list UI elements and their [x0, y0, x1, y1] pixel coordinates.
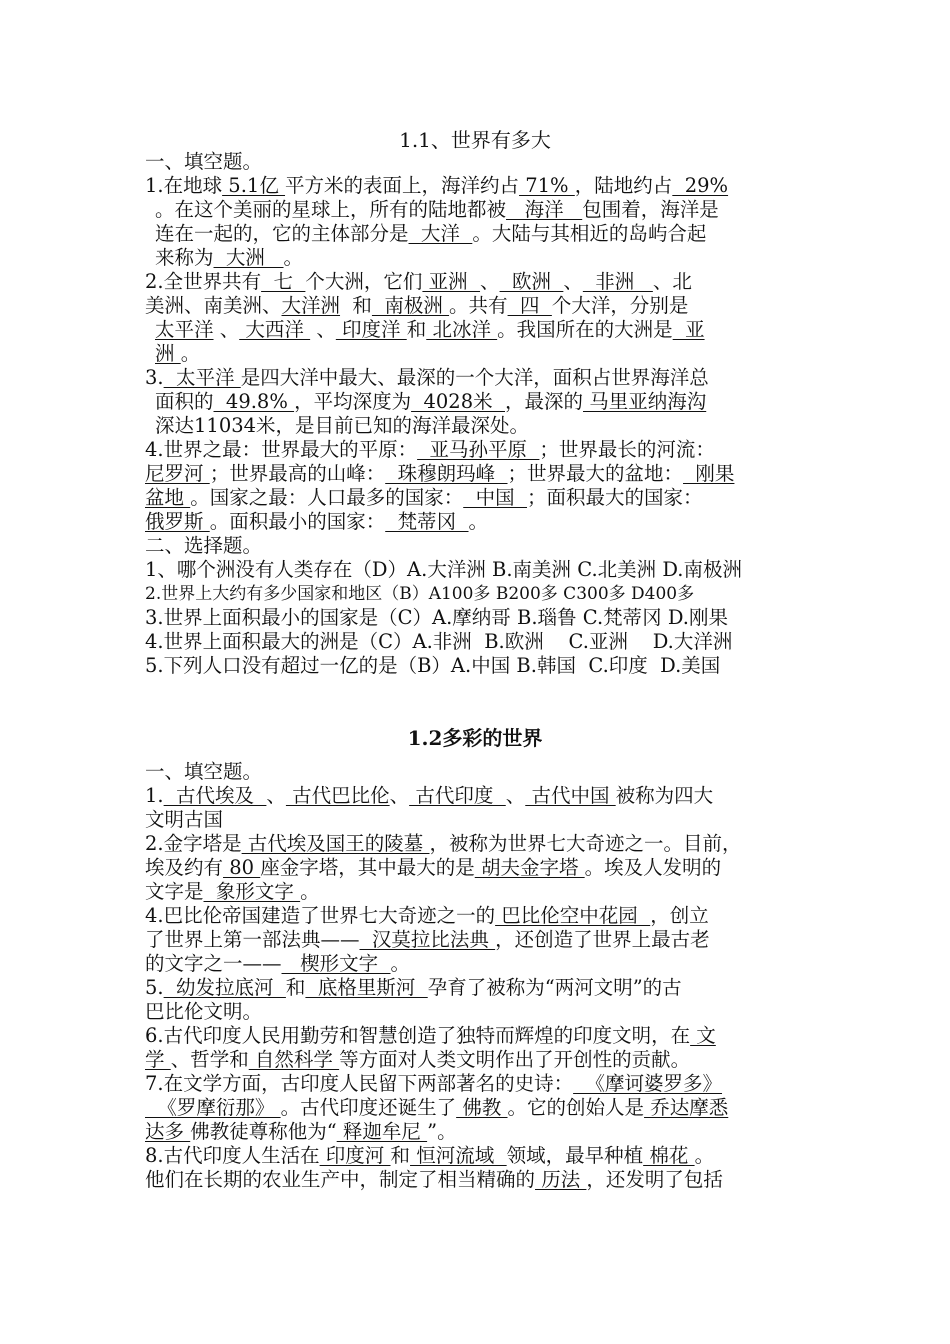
- section1-line: [145, 510, 810, 534]
- text-segment: 深达11034米，是目前已知的海洋最深处。: [155, 414, 530, 437]
- text-segment: 他们在长期的农业生产中，制定了相当精确的: [145, 1168, 536, 1191]
- answer-blank: 亚洲: [422, 270, 481, 293]
- section1-line: [145, 558, 810, 582]
- text-segment: ；世界最高的山峰：: [209, 462, 386, 485]
- answer-blank: 古代埃及: [163, 784, 267, 807]
- text-segment: 埃及约有: [145, 856, 224, 879]
- text-segment: 5.下列人口没有超过一亿的是（B）A.中国 B.韩国 C.印度 D.美国: [145, 654, 721, 677]
- section2-line: [145, 1024, 810, 1048]
- text-segment: 、: [310, 318, 336, 341]
- section1-line: [145, 270, 810, 294]
- text-segment: 7.在文学方面，古印度人民留下两部著名的史诗：: [145, 1072, 574, 1095]
- text-segment: ，最深的: [505, 390, 584, 413]
- section2-line: [145, 1000, 810, 1024]
- section2-line: [145, 832, 810, 856]
- text-segment: 、: [480, 270, 500, 293]
- answer-blank: 底格里斯河: [305, 976, 428, 999]
- text-segment: 。它的创始人是: [507, 1096, 645, 1119]
- text-segment: 。: [283, 246, 304, 269]
- answer-blank: 幼发拉底河: [163, 976, 286, 999]
- answer-blank: 大洋: [408, 222, 473, 245]
- answer-blank: 71%: [519, 174, 575, 197]
- section1-line: [145, 462, 810, 486]
- text-segment: 是四大洋中最大、最深的一个大洋，面积占世界海洋总: [240, 366, 709, 389]
- answer-blank: 乔达摩悉: [644, 1096, 729, 1119]
- answer-blank: 大洋洲: [281, 294, 341, 317]
- text-segment: 。共有: [449, 294, 508, 317]
- section2-title: 1.2多彩的世界: [407, 726, 543, 750]
- section1-line: [145, 318, 810, 342]
- text-segment: 4.巴比伦帝国建造了世界七大奇迹之一的: [145, 904, 496, 927]
- answer-blank: 中国: [463, 486, 528, 509]
- text-segment: ，陆地约占: [574, 174, 673, 197]
- answer-blank: 俄罗斯: [145, 510, 210, 533]
- text-segment: 被称为四大: [615, 784, 714, 807]
- text-segment: 文字是: [145, 880, 204, 903]
- text-segment: 佛教徒尊称他为“: [190, 1120, 337, 1143]
- section1-line: [145, 606, 810, 630]
- section1-line: [145, 150, 810, 174]
- text-segment: 和: [406, 318, 427, 341]
- text-segment: 文明古国: [145, 808, 224, 831]
- section1-line: [145, 222, 810, 246]
- answer-blank: 古代埃及国王的陵墓: [241, 832, 430, 855]
- text-segment: 4.世界之最：世界最大的平原：: [145, 438, 418, 461]
- text-segment: 2.金字塔是: [145, 832, 242, 855]
- section1-line: [145, 246, 810, 270]
- answer-blank: 自然科学: [248, 1048, 340, 1071]
- text-segment: 平方米的表面上，海洋约占: [285, 174, 520, 197]
- section1-line: [145, 390, 810, 414]
- section2-line: [145, 1144, 810, 1168]
- answer-blank: 80: [223, 856, 261, 879]
- text-segment: 2.世界上大约有多少国家和地区（B）A100多 B200多 C300多 D400多: [145, 584, 695, 604]
- text-segment: 、哲学和: [170, 1048, 249, 1071]
- section1-body: [145, 150, 810, 678]
- answer-blank: 文: [690, 1024, 716, 1047]
- text-segment: 2.全世界共有: [145, 270, 262, 293]
- text-segment: 二、选择题。: [145, 534, 263, 557]
- text-segment: 和: [340, 294, 372, 317]
- section1-line: [145, 438, 810, 462]
- text-segment: 。埃及人发明的: [584, 856, 722, 879]
- answer-blank: 释迦牟尼: [336, 1120, 428, 1143]
- answer-blank: 胡夫金字塔: [474, 856, 585, 879]
- section2-line: [145, 1072, 810, 1096]
- answer-blank: 欧洲: [499, 270, 564, 293]
- text-segment: 一、填空题。: [145, 760, 263, 783]
- answer-blank: 印度河: [319, 1144, 391, 1167]
- text-segment: 巴比伦文明。: [145, 1000, 263, 1023]
- answer-blank: 亚: [672, 318, 705, 341]
- answer-blank: 恒河流域: [410, 1144, 507, 1167]
- answer-blank: 亚马孙平原: [417, 438, 540, 461]
- text-segment: ”。: [427, 1120, 457, 1143]
- answer-blank: 4028米: [411, 390, 505, 413]
- text-segment: ；世界最长的河流：: [539, 438, 715, 461]
- text-segment: 5.: [145, 976, 164, 999]
- answer-blank: 太平洋: [155, 318, 214, 341]
- text-segment: 6.古代印度人民用勤劳和智慧创造了独特而辉煌的印度文明，在: [145, 1024, 691, 1047]
- text-segment: 美洲、南美洲、: [145, 294, 282, 317]
- text-segment: 。面积最小的国家：: [209, 510, 386, 533]
- answer-blank: 太平洋: [163, 366, 241, 389]
- answer-blank: 棉花: [643, 1144, 695, 1167]
- section2-line: [145, 1120, 810, 1144]
- answer-blank: 象形文字: [203, 880, 301, 903]
- answer-blank: 刚果: [683, 462, 735, 485]
- text-segment: 来称为: [155, 246, 214, 269]
- text-segment: 。古代印度还诞生了: [280, 1096, 457, 1119]
- text-segment: ，创立: [650, 904, 709, 927]
- answer-blank: 海洋: [506, 198, 583, 221]
- answer-blank: 古代中国: [525, 784, 616, 807]
- text-segment: 座金字塔，其中最大的是: [260, 856, 475, 879]
- text-segment: 3.世界上面积最小的国家是（C）A.摩纳哥 B.瑙鲁 C.梵蒂冈 D.刚果: [145, 606, 728, 629]
- text-segment: 面积的: [155, 390, 214, 413]
- section2-line: [145, 784, 810, 808]
- text-segment: 包围着，海洋是: [582, 198, 719, 221]
- text-segment: 连在一起的，它的主体部分是: [155, 222, 409, 245]
- answer-blank: 印度洋: [335, 318, 407, 341]
- text-segment: 。: [300, 880, 320, 903]
- section1-line: [145, 198, 810, 222]
- answer-blank: 巴比伦空中花园: [495, 904, 651, 927]
- text-segment: ，还创造了世界上最古老: [495, 928, 710, 951]
- answer-blank: 北冰洋: [426, 318, 498, 341]
- section1-line: [145, 630, 810, 654]
- answer-blank: 南极洲: [371, 294, 450, 317]
- text-segment: 。在这个美丽的星球上，所有的陆地都被: [155, 198, 507, 221]
- text-segment: 了世界上第一部法典——: [145, 928, 360, 951]
- answer-blank: 楔形文字: [281, 952, 391, 975]
- text-segment: 、: [266, 784, 286, 807]
- section2-line: [145, 880, 810, 904]
- text-segment: 和: [390, 1144, 411, 1167]
- text-segment: 个大洲，它们: [305, 270, 423, 293]
- answer-blank: 古代巴比伦: [285, 784, 390, 807]
- section2-line: [145, 952, 810, 976]
- text-segment: 3.: [145, 366, 164, 389]
- answer-blank: 盆地: [145, 486, 191, 509]
- answer-blank: 大洲: [213, 246, 284, 269]
- answer-blank: 马里亚纳海沟: [583, 390, 707, 413]
- answer-blank: 《罗摩衍那》: [145, 1096, 281, 1119]
- text-segment: 个大洋，分别是: [551, 294, 689, 317]
- text-segment: 领域，最早种植: [506, 1144, 644, 1167]
- section1-line: [145, 534, 810, 558]
- text-segment: 。我国所在的大洲是: [497, 318, 673, 341]
- answer-blank: 七: [261, 270, 306, 293]
- text-segment: 。: [390, 952, 411, 975]
- text-segment: 。国家之最：人口最多的国家：: [190, 486, 464, 509]
- answer-blank: 非洲: [582, 270, 653, 293]
- text-segment: 1.: [145, 784, 164, 807]
- section1-title: 1.1、世界有多大: [399, 128, 551, 152]
- text-segment: 的文字之一——: [145, 952, 282, 975]
- text-segment: 。大陆与其相近的岛屿合起: [472, 222, 707, 245]
- answer-blank: 5.1亿: [222, 174, 286, 197]
- section2-line: [145, 1048, 810, 1072]
- text-segment: ，被称为世界七大奇迹之一。目前，: [429, 832, 742, 855]
- answer-blank: 学: [145, 1048, 171, 1071]
- answer-blank: 达多: [145, 1120, 191, 1143]
- text-segment: 一、填空题。: [145, 150, 263, 173]
- section2-line: [145, 760, 810, 784]
- answer-blank: 历法: [535, 1168, 587, 1191]
- answer-blank: 尼罗河: [145, 462, 210, 485]
- section2-line: [145, 904, 810, 928]
- section1-line: [145, 654, 810, 678]
- text-segment: ，平均深度为: [294, 390, 412, 413]
- section1-line: [145, 342, 810, 366]
- text-segment: 等方面对人类文明作出了开创性的贡献。: [339, 1048, 691, 1071]
- section2-line: [145, 1168, 810, 1192]
- text-segment: 8.古代印度人生活在: [145, 1144, 320, 1167]
- section1-line: [145, 174, 810, 198]
- text-segment: 和: [285, 976, 306, 999]
- section2-line: [145, 976, 810, 1000]
- text-segment: 。: [180, 342, 201, 365]
- section2-line: [145, 928, 810, 952]
- text-segment: 、: [213, 318, 240, 341]
- text-segment: 、: [505, 784, 526, 807]
- section1-line: [145, 486, 810, 510]
- text-segment: 孕育了被称为“两河文明”的古: [427, 976, 682, 999]
- text-segment: ；世界最大的盆地：: [507, 462, 684, 485]
- text-segment: 。: [694, 1144, 715, 1167]
- section1-line: [145, 582, 810, 606]
- answer-blank: 珠穆朗玛峰: [385, 462, 508, 485]
- text-segment: 、: [563, 270, 583, 293]
- section2-line: [145, 1096, 810, 1120]
- answer-blank: 《摩诃婆罗多》: [573, 1072, 723, 1095]
- section1-line: [145, 294, 810, 318]
- section2-body: [145, 760, 810, 1192]
- text-segment: ，还发明了包括: [586, 1168, 723, 1191]
- text-segment: 。: [468, 510, 489, 533]
- answer-blank: 古代印度: [409, 784, 506, 807]
- answer-blank: 大西洋: [239, 318, 311, 341]
- text-segment: ；面积最大的国家：: [527, 486, 703, 509]
- answer-blank: 佛教: [456, 1096, 508, 1119]
- answer-blank: 洲: [155, 342, 181, 365]
- answer-blank: 梵蒂冈: [385, 510, 469, 533]
- text-segment: 4.世界上面积最大的洲是（C）A.非洲 B.欧洲 C.亚洲 D.大洋洲: [145, 630, 733, 653]
- section1-line: [145, 366, 810, 390]
- text-segment: 1.在地球: [145, 174, 223, 197]
- answer-blank: 汉莫拉比法典: [359, 928, 496, 951]
- text-segment: 、: [389, 784, 410, 807]
- text-segment: 1、哪个洲没有人类存在（D）A.大洋洲 B.南美洲 C.北美洲 D.南极洲: [145, 558, 743, 581]
- section2-line: [145, 808, 810, 832]
- section2-line: [145, 856, 810, 880]
- text-segment: 、北: [652, 270, 692, 293]
- answer-blank: 四: [507, 294, 552, 317]
- section1-line: [145, 414, 810, 438]
- answer-blank: 49.8%: [213, 390, 295, 413]
- answer-blank: 29%: [672, 174, 729, 197]
